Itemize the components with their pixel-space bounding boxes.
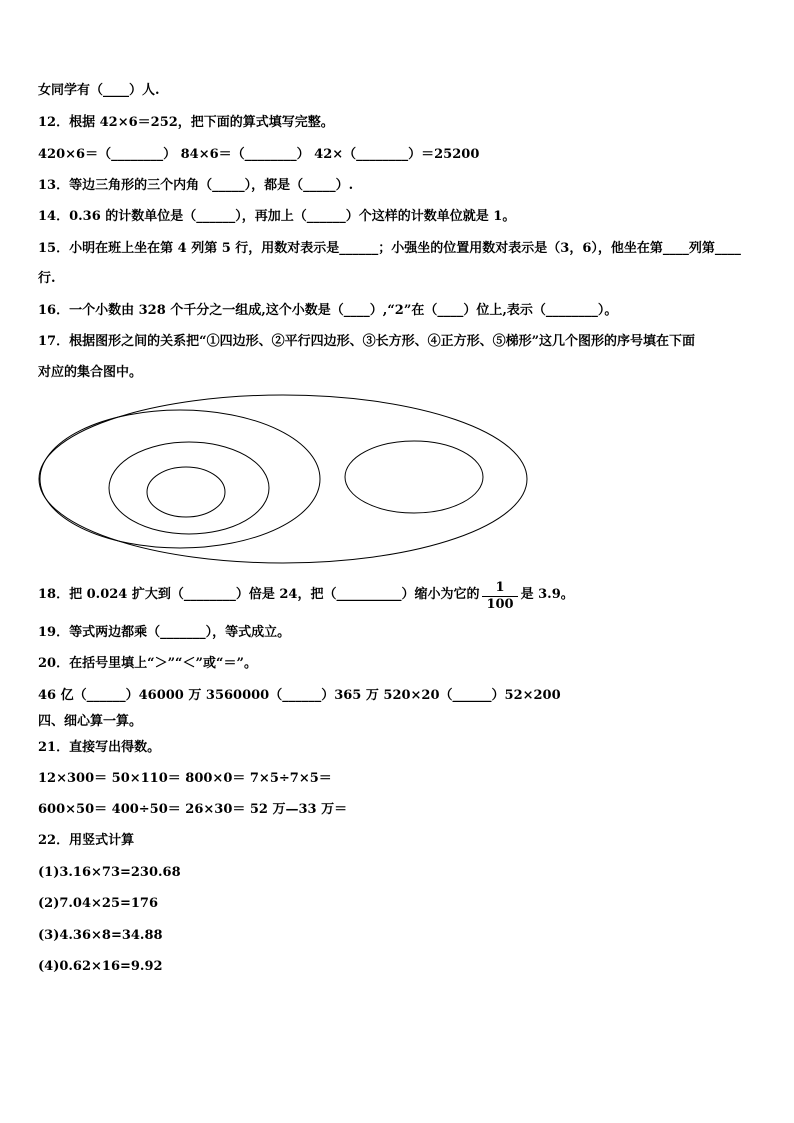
question-15-line2: 行. [38,271,56,286]
outer-set-ellipse [39,395,527,563]
question-21-row2: 600×50＝ 400÷50＝ 26×30＝ 52 万—33 万＝ [38,802,348,817]
question-22-item-4: (4)0.62×16=9.92 [38,959,163,974]
set-ellipse-4 [147,467,225,517]
question-17-line2: 对应的集合图中。 [38,365,143,380]
set-ellipse-3 [109,442,269,534]
text-line-girls: 女同学有（____）人. [38,83,160,98]
set-ellipse-2 [40,410,320,548]
question-13: 13．等边三角形的三个内角（_____），都是（_____）. [38,178,354,193]
question-15-line1: 15．小明在班上坐在第 4 列第 5 行，用数对表示是______；小强坐的位置用数对表示是（3，6），他坐在第____列第____ [38,241,741,256]
question-12: 12．根据 42×6＝252，把下面的算式填写完整。 [38,115,334,130]
fraction-numerator: 1 [495,579,505,595]
question-22: 22．用竖式计算 [38,833,135,848]
set-ellipse-separate [345,441,483,513]
question-22-item-1: (1)3.16×73=230.68 [38,865,181,880]
question-20: 20．在括号里填上“＞”“＜”或“＝”。 [38,656,257,671]
fraction-denominator: 100 [486,596,514,612]
question-18 [38,578,758,612]
question-17-line1: 17．根据图形之间的关系把“①四边形、②平行四边形、③长方形、④正方形、⑤梯形”这几个图形的序号填在下面 [38,334,696,349]
question-22-item-2: (2)7.04×25=176 [38,896,159,911]
question-21-row1: 12×300＝ 50×110＝ 800×0＝ 7×5÷7×5＝ [38,771,332,786]
question-20-items: 46 亿（______）46000 万 3560000（______）365 万 520×20（______）52×200 [38,688,561,703]
fraction [482,580,517,613]
question-16: 16．一个小数由 328 个千分之一组成,这个小数是（____）,“2”在（____）位上,表示（________）。 [38,303,618,318]
question-22-item-3: (3)4.36×8=34.88 [38,928,163,943]
question-14: 14．0.36 的计数单位是（______），再加上（______）个这样的计数单位就是 1。 [38,209,516,224]
question-12-blanks: 420×6＝（________） 84×6＝（________） 42×（________）＝25200 [38,147,480,162]
question-21: 21．直接写出得数。 [38,740,161,755]
section-4-heading: 四、细心算一算。 [38,714,143,729]
question-18-text-before: 18．把 0.024 扩大到（________）倍是 24，把（__________）缩小为它的 [38,587,480,602]
question-19: 19．等式两边都乘（_______），等式成立。 [38,625,291,640]
question-18-text-after: 是 3.9。 [520,587,574,602]
